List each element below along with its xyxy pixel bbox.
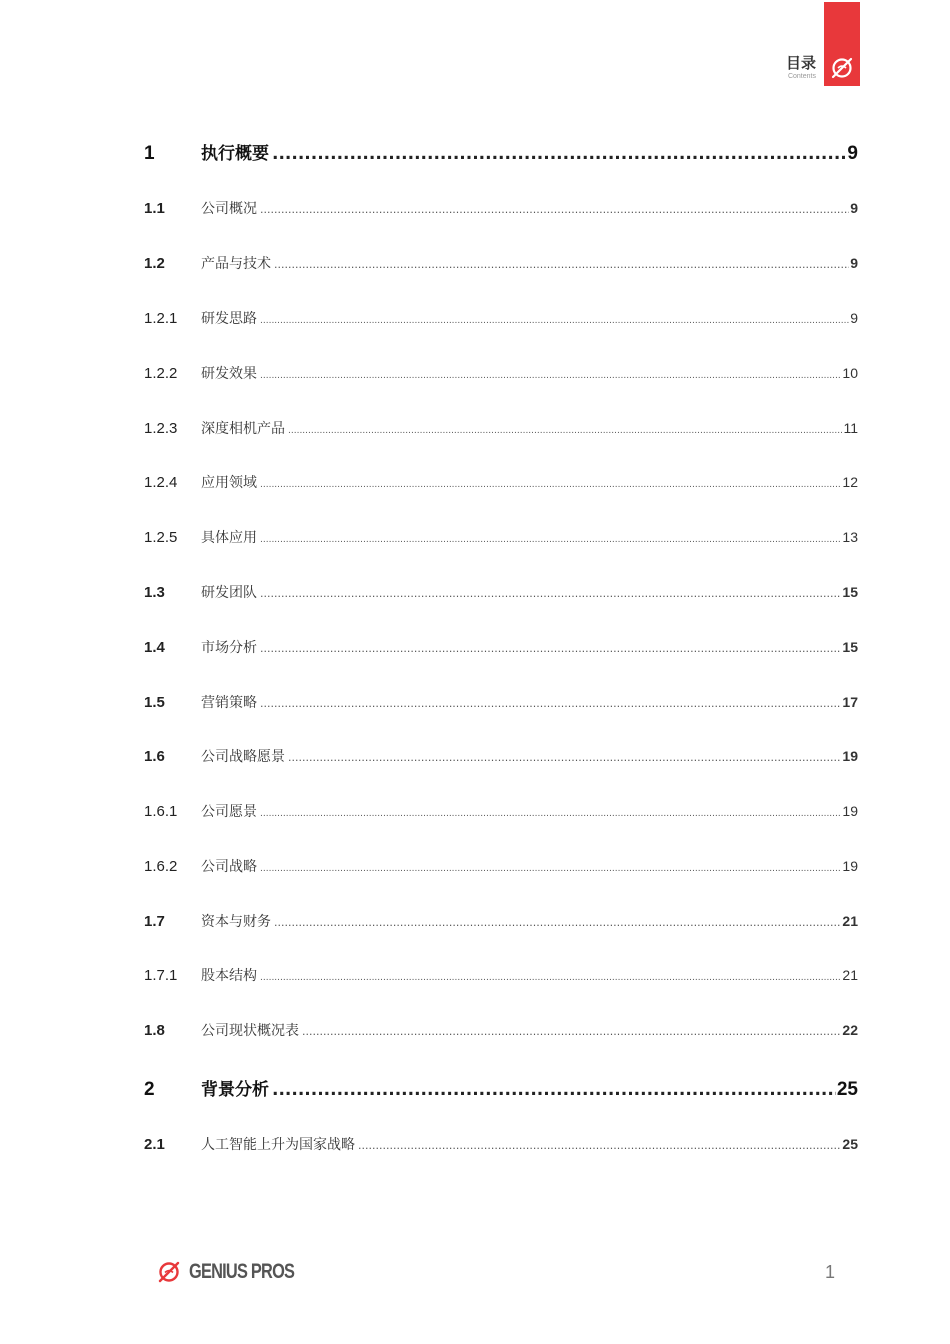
toc-entry-number: 2.1: [144, 1136, 165, 1153]
toc-entry-title: 股本结构: [201, 968, 257, 984]
toc-entry-number: 1.2: [144, 255, 165, 272]
toc-entry-title: 产品与技术: [201, 256, 271, 272]
toc-entry-number: 1.1: [144, 200, 165, 217]
toc-entry-page: 25: [836, 1079, 858, 1100]
toc-entry[interactable]: [144, 1020, 858, 1046]
toc-entry-number: 2: [144, 1079, 155, 1100]
toc-entry-number: 1.2.2: [144, 365, 178, 382]
toc-dot-leader: [260, 371, 841, 381]
toc-entry-page: 19: [842, 858, 858, 874]
toc-entry[interactable]: [144, 198, 858, 224]
toc-entry-number: 1.8: [144, 1022, 165, 1039]
toc-entry[interactable]: [144, 801, 858, 827]
toc-dot-leader: [260, 642, 841, 655]
toc-entry-title: 深度相机产品: [201, 421, 285, 437]
toc-entry-title: 公司战略: [201, 859, 257, 875]
toc-entry-title: 公司战略愿景: [201, 749, 285, 765]
toc-dot-leader: [260, 809, 841, 819]
toc-entry-title: 执行概要: [201, 144, 269, 164]
toc-dot-leader: [272, 144, 846, 164]
toc-entry-title: 公司现状概况表: [201, 1023, 299, 1039]
toc-dot-leader: [260, 316, 849, 326]
toc-entry-title: 具体应用: [201, 530, 257, 546]
toc-entry-page: 13: [842, 529, 858, 545]
toc-entry-page: 12: [842, 474, 858, 490]
header-red-tab: [824, 2, 860, 86]
toc-entry[interactable]: [144, 139, 858, 165]
toc-entry-number: 1.2.3: [144, 420, 178, 437]
genius-pros-logo-icon: [830, 56, 854, 80]
header-title: 目录: [785, 54, 816, 72]
toc-entry-number: 1.6.1: [144, 803, 178, 820]
toc-entry-page: 10: [842, 365, 858, 381]
toc-dot-leader: [260, 697, 841, 710]
toc-entry[interactable]: [144, 418, 858, 444]
toc-entry[interactable]: [144, 253, 858, 279]
toc-entry-title: 研发效果: [201, 366, 257, 382]
toc-entry-number: 1.6.2: [144, 858, 178, 875]
toc-entry-page: 9: [847, 143, 858, 164]
toc-dot-leader: [272, 1080, 836, 1100]
page-number: 1: [824, 1262, 835, 1282]
toc-entry-title: 背景分析: [201, 1080, 269, 1100]
toc-entry-title: 公司概况: [201, 201, 257, 217]
toc-entry[interactable]: [144, 692, 858, 718]
toc-entry[interactable]: [144, 1134, 858, 1160]
toc-dot-leader: [260, 203, 849, 216]
toc-dot-leader: [260, 480, 841, 490]
toc-entry-page: 19: [842, 748, 858, 764]
toc-dot-leader: [288, 426, 842, 436]
toc-entry-number: 1.2.5: [144, 529, 178, 546]
page-header: [786, 0, 860, 86]
toc-entry-number: 1.2.4: [144, 474, 178, 491]
toc-dot-leader: [260, 864, 841, 874]
toc-entry[interactable]: [144, 472, 858, 498]
toc-entry-page: 9: [850, 310, 858, 326]
toc-dot-leader: [274, 916, 841, 929]
toc-entry-page: 17: [842, 694, 858, 710]
toc-entry[interactable]: [144, 637, 858, 663]
genius-pros-logo-icon: [157, 1260, 181, 1284]
toc-entry-number: 1.7: [144, 913, 165, 930]
toc-entry-number: 1.3: [144, 584, 165, 601]
toc-entry[interactable]: [144, 582, 858, 608]
toc-entry[interactable]: [144, 856, 858, 882]
toc-entry-number: 1.7.1: [144, 967, 178, 984]
toc-entry-page: 15: [842, 639, 858, 655]
toc-dot-leader: [260, 587, 841, 600]
toc-entry-title: 市场分析: [201, 640, 257, 656]
toc-entry-title: 应用领域: [201, 475, 257, 491]
toc-entry-number: 1.2.1: [144, 310, 178, 327]
toc-entry-page: 19: [842, 803, 858, 819]
toc-dot-leader: [358, 1139, 841, 1152]
toc-entry-title: 营销策略: [201, 695, 257, 711]
toc-dot-leader: [274, 258, 849, 271]
toc-entry-title: 研发团队: [201, 585, 257, 601]
toc-entry[interactable]: [144, 911, 858, 937]
footer-logo: [157, 1260, 324, 1284]
toc-dot-leader: [260, 973, 841, 983]
toc-entry-number: 1.6: [144, 748, 165, 765]
toc-dot-leader: [288, 751, 841, 764]
toc-dot-leader: [260, 535, 841, 545]
toc-entry-page: 9: [850, 200, 858, 216]
toc-entry-page: 11: [843, 420, 858, 436]
toc-entry[interactable]: [144, 527, 858, 553]
toc-entry[interactable]: [144, 363, 858, 389]
header-text: [786, 54, 816, 82]
toc-entry[interactable]: [144, 746, 858, 772]
toc-entry-page: 21: [842, 967, 858, 983]
toc-entry-title: 研发思路: [201, 311, 257, 327]
toc-entry-number: 1: [144, 143, 155, 164]
toc-dot-leader: [302, 1025, 841, 1038]
toc-entry-page: 21: [842, 913, 858, 929]
toc-entry-number: 1.4: [144, 639, 165, 656]
toc-entry[interactable]: [144, 308, 858, 334]
footer-brand: GENIUS PROS: [189, 1260, 295, 1283]
toc-entry[interactable]: [144, 965, 858, 991]
toc-entry-number: 1.5: [144, 694, 165, 711]
toc-entry[interactable]: [144, 1075, 858, 1101]
toc-entry-title: 资本与财务: [201, 914, 271, 930]
toc-entry-title: 人工智能上升为国家战略: [201, 1137, 355, 1153]
toc-entry-page: 22: [842, 1022, 858, 1038]
toc-entry-title: 公司愿景: [201, 804, 257, 820]
header-subtitle: Contents: [787, 73, 816, 80]
toc-entry-page: 25: [842, 1136, 858, 1152]
toc-entry-page: 15: [842, 584, 858, 600]
toc-entry-page: 9: [850, 255, 858, 271]
